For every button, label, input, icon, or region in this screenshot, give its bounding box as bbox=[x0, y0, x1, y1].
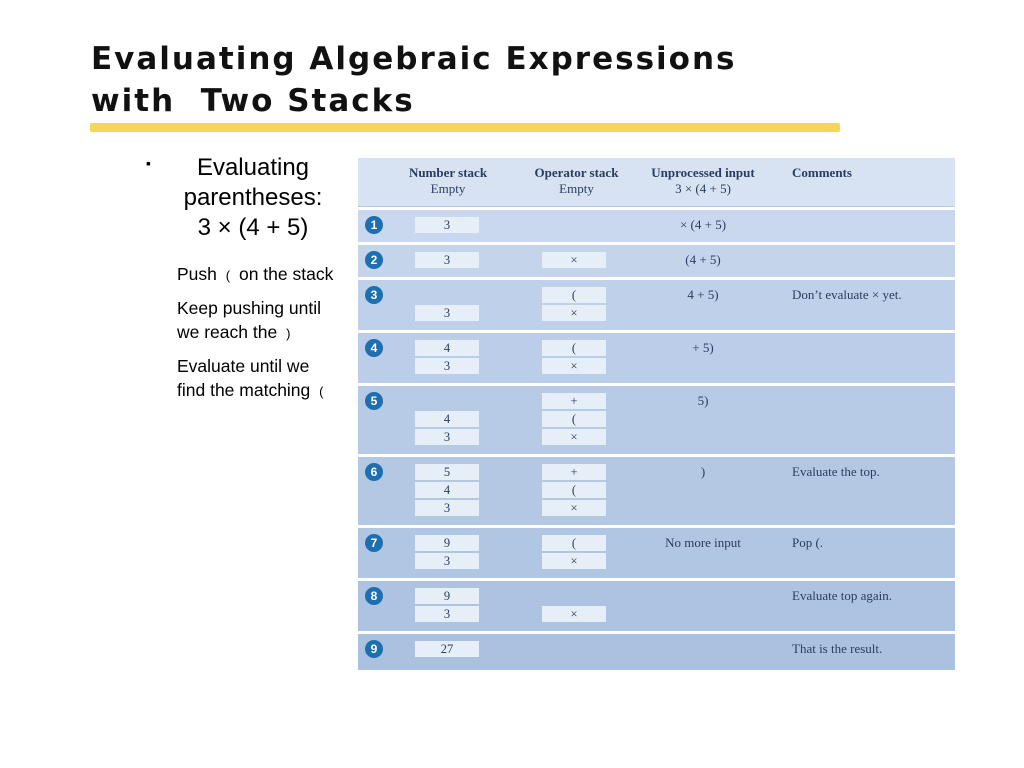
operator-stack-cell: + bbox=[542, 464, 606, 480]
unprocessed-input-cell: (4 + 5) bbox=[685, 252, 721, 267]
unprocessed-input-cell: + 5) bbox=[692, 340, 714, 355]
header-operator-stack-label: Operator stack bbox=[534, 165, 619, 180]
number-stack-cell: 3 bbox=[415, 606, 479, 622]
step-number-badge: 1 bbox=[365, 216, 383, 234]
table-row bbox=[358, 454, 955, 528]
unprocessed-input-cell: 5) bbox=[697, 393, 709, 408]
table-row bbox=[358, 525, 955, 581]
unprocessed-input-cell: 4 + 5) bbox=[687, 287, 719, 302]
operator-stack-cell: × bbox=[542, 252, 606, 268]
number-stack-cell: 4 bbox=[415, 411, 479, 427]
operator-stack-cell: × bbox=[542, 553, 606, 569]
bullet-line-1: Evaluating bbox=[196, 154, 310, 181]
operator-stack-cell: ( bbox=[542, 535, 606, 551]
step-number-badge: 2 bbox=[365, 251, 383, 269]
step-keep-prefix: Keep pushing until we reach the bbox=[177, 298, 321, 342]
stack-evaluation-table bbox=[358, 158, 955, 667]
operator-stack-cell: ( bbox=[542, 482, 606, 498]
operator-stack-cell: × bbox=[542, 305, 606, 321]
operator-stack-cell: × bbox=[542, 606, 606, 622]
unprocessed-input-cell: × (4 + 5) bbox=[679, 217, 727, 232]
bullet-line-3: 3 × (4 + 5) bbox=[197, 214, 309, 241]
header-number-stack-sub: Empty bbox=[430, 181, 466, 196]
title-line-2: with Two Stacks bbox=[91, 83, 415, 119]
table-row bbox=[358, 277, 955, 333]
step-number-badge: 6 bbox=[365, 463, 383, 481]
step-push bbox=[177, 262, 337, 288]
table-row bbox=[358, 207, 955, 245]
operator-stack-cell: × bbox=[542, 500, 606, 516]
step-number-badge: 4 bbox=[365, 339, 383, 357]
step-push-suffix: on the stack bbox=[238, 264, 334, 284]
operator-stack-cell: + bbox=[542, 393, 606, 409]
steps-list bbox=[177, 262, 337, 412]
table-row bbox=[358, 383, 955, 457]
header-comments-label: Comments bbox=[792, 165, 852, 180]
step-number-badge: 7 bbox=[365, 534, 383, 552]
table-row bbox=[358, 242, 955, 280]
comment-cell: Pop (. bbox=[792, 535, 824, 550]
comment-cell: Evaluate top again. bbox=[792, 588, 892, 603]
number-stack-cell: 9 bbox=[415, 588, 479, 604]
title-line-1: Evaluating Algebraic Expressions bbox=[91, 41, 737, 77]
number-stack-cell: 3 bbox=[415, 252, 479, 268]
header-number-stack-label: Number stack bbox=[408, 165, 488, 180]
number-stack-cell: 9 bbox=[415, 535, 479, 551]
comment-cell: That is the result. bbox=[792, 641, 883, 656]
step-evaluate-paren: ( bbox=[319, 384, 324, 399]
step-push-prefix: Push bbox=[177, 264, 217, 284]
header-unprocessed-input-label: Unprocessed input bbox=[651, 165, 755, 180]
number-stack-cell: 3 bbox=[415, 500, 479, 516]
number-stack-cell: 27 bbox=[415, 641, 479, 657]
step-keep-pushing bbox=[177, 296, 337, 346]
step-number-badge: 8 bbox=[365, 587, 383, 605]
step-number-badge: 9 bbox=[365, 640, 383, 658]
step-number-badge: 5 bbox=[365, 392, 383, 410]
header-operator-stack-sub: Empty bbox=[559, 181, 594, 196]
table-row bbox=[358, 578, 955, 634]
title-underline bbox=[90, 123, 840, 132]
number-stack-cell: 3 bbox=[415, 305, 479, 321]
step-number-badge: 3 bbox=[365, 286, 383, 304]
number-stack-cell: 4 bbox=[415, 340, 479, 356]
number-stack-cell: 4 bbox=[415, 482, 479, 498]
operator-stack-cell: × bbox=[542, 358, 606, 374]
operator-stack-cell: ( bbox=[542, 287, 606, 303]
number-stack-cell: 5 bbox=[415, 464, 479, 480]
table-row bbox=[358, 330, 955, 386]
step-push-paren: ( bbox=[225, 268, 231, 283]
header-unprocessed-input-sub: 3 × (4 + 5) bbox=[675, 181, 731, 196]
header-unprocessed-input bbox=[638, 165, 768, 197]
number-stack-cell: 3 bbox=[415, 429, 479, 445]
step-keep-paren: ) bbox=[286, 326, 291, 341]
operator-stack-cell: ( bbox=[542, 340, 606, 356]
unprocessed-input-cell: ) bbox=[700, 464, 706, 479]
operator-stack-cell: × bbox=[542, 429, 606, 445]
bullet-text bbox=[168, 153, 338, 243]
number-stack-cell: 3 bbox=[415, 553, 479, 569]
unprocessed-input-cell: No more input bbox=[665, 535, 741, 550]
header-number-stack bbox=[398, 165, 498, 197]
number-stack-cell: 3 bbox=[415, 217, 479, 233]
operator-stack-cell: ( bbox=[542, 411, 606, 427]
bullet-line-2: parentheses: bbox=[183, 184, 323, 211]
table-row bbox=[358, 631, 955, 670]
bullet-marker-icon: ▪ bbox=[146, 155, 151, 171]
table-header bbox=[358, 158, 955, 206]
number-stack-cell: 3 bbox=[415, 358, 479, 374]
comment-cell: Don’t evaluate × yet. bbox=[792, 287, 902, 302]
comment-cell: Evaluate the top. bbox=[792, 464, 880, 479]
step-evaluate-prefix: Evaluate until we find the matching bbox=[177, 356, 311, 400]
header-operator-stack bbox=[524, 165, 629, 197]
step-evaluate bbox=[177, 354, 337, 404]
slide-title bbox=[91, 38, 736, 122]
header-comments bbox=[792, 165, 872, 181]
